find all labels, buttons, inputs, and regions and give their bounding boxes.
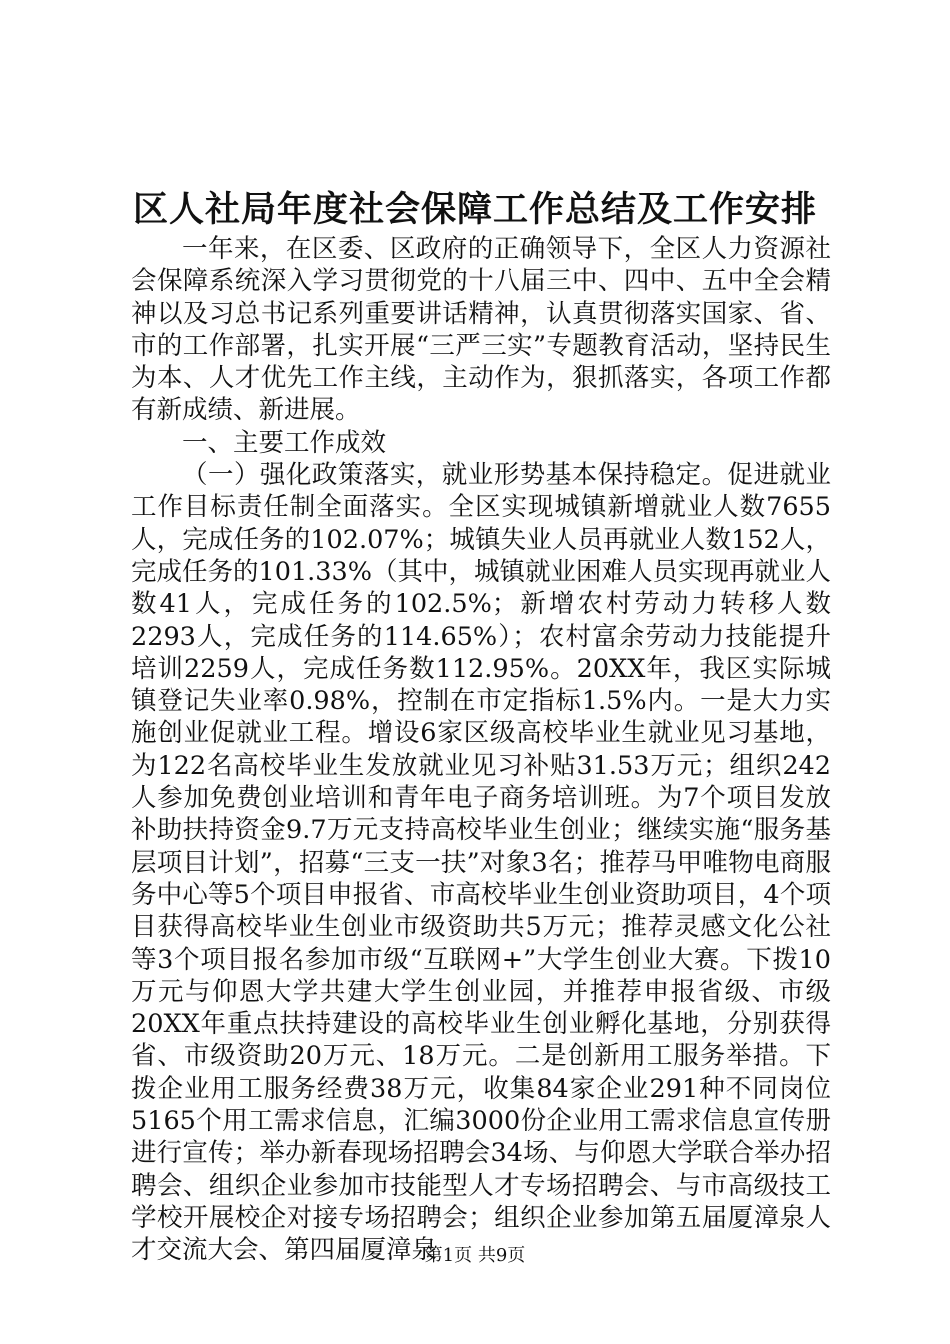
document-body xyxy=(131,233,831,1267)
paragraph-employment: （一）强化政策落实，就业形势基本保持稳定。促进就业工作目标责任制全面落实。全区实现城镇新增就业人数7655人，完成任务的102.07%；城镇失业人员再就业人数152人，完成任务的101.33%（其中，城镇就业困难人员实现再就业人数41人，完成任务的102.5%；新增农村劳动力转移人数2293人，完成任务的114.65%）；农村富余劳动力技能提升培训2259人，完成任务数112.95%。20XX年，我区实际城镇登记失业率0.98%，控制在市定指标1.5%内。一是大力实施创业促就业工程。增设6家区级高校毕业生就业见习基地，为122名高校毕业生发放就业见习补贴31.53万元；组织242人参加免费创业培训和青年电子商务培训班。为7个项目发放补助扶持资金9.7万元支持高校毕业生创业；继续实施“服务基层项目计划”，招募“三支一扶”对象3名；推荐马甲唯物电商服务中心等5个项目申报省、市高校毕业生创业资助项目，4个项目获得高校毕业生创业市级资助共5万元；推荐灵感文化公社等3个项目报名参加市级“互联网+”大学生创业大赛。下拨10万元与仰恩大学共建大学生创业园，并推荐申报省级、市级20XX年重点扶持建设的高校毕业生创业孵化基地，分别获得省、市级资助20万元、18万元。二是创新用工服务举措。下拨企业用工服务经费38万元，收集84家企业291种不同岗位5165个用工需求信息，汇编3000份企业用工需求信息宣传册进行宣传；举办新春现场招聘会34场、与仰恩大学联合举办招聘会、组织企业参加市技能型人才专场招聘会、与市高级技工学校开展校企对接专场招聘会；组织企业参加第五届厦漳泉人才交流大会、第四届厦漳泉 xyxy=(131,460,831,1266)
paragraph-intro: 一年来，在区委、区政府的正确领导下，全区人力资源社会保障系统深入学习贯彻党的十八届三中、四中、五中全会精神以及习总书记系列重要讲话精神，认真贯彻落实国家、省、市的工作部署，扎实开展“三严三实”专题教育活动，坚持民生为本、人才优先工作主线，主动作为，狠抓落实，各项工作都有新成绩、新进展。 xyxy=(131,234,831,426)
section-heading: 一、主要工作成效 xyxy=(182,427,387,458)
page-footer: 第1页 共9页 xyxy=(424,1245,526,1266)
document-title: 区人社局年度社会保障工作总结及工作安排 xyxy=(132,189,817,230)
